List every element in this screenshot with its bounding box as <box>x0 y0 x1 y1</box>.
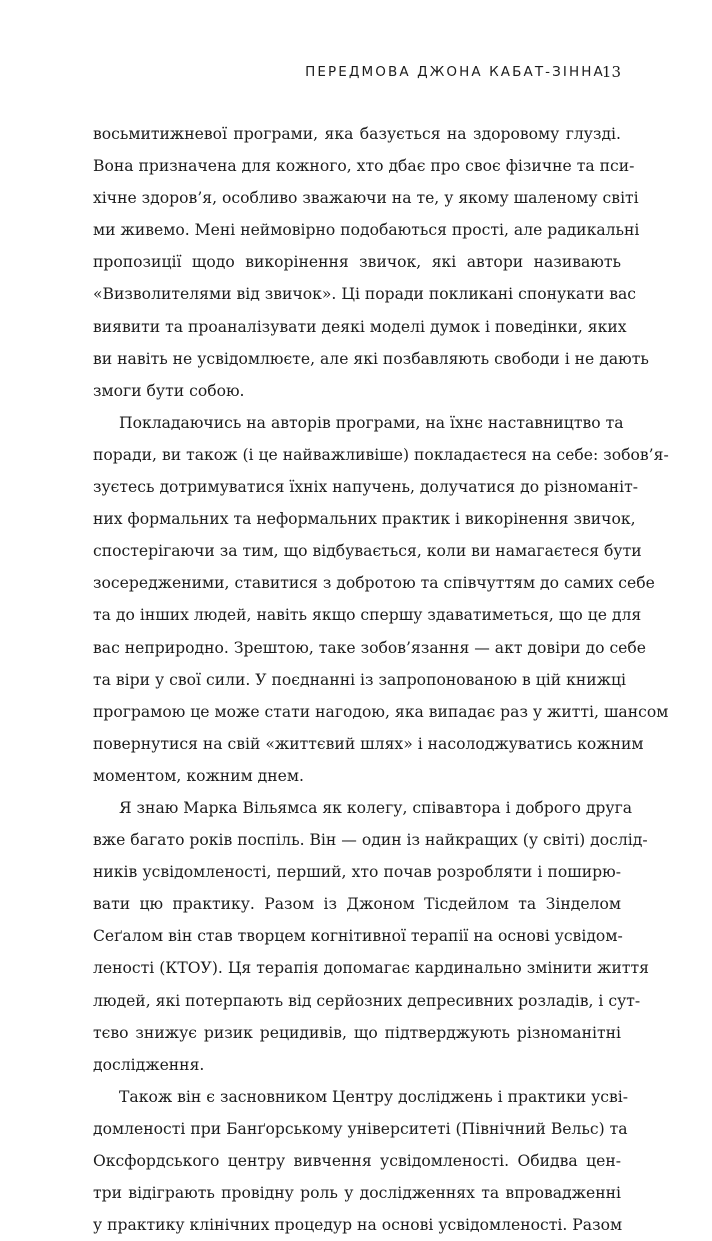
text-line: моментом, кожним днем. <box>93 766 304 785</box>
text-line: зуєтесь дотримуватися їхніх напучень, долучатися до різноманіт- <box>93 478 639 497</box>
text-line: Оксфордського центру вивчення усвідомленості. Обидва цен- <box>93 1152 621 1170</box>
text-line: тєво знижує ризик рецидивів, що підтверджують різноманітні <box>93 1023 621 1042</box>
text-line: ми живемо. Мені неймовірно подобаються прості, але радикальні <box>93 221 640 240</box>
text-line: зосередженими, ставитися з добротою та співчуттям до самих себе <box>93 574 655 593</box>
text-line: восьмитижневої програми, яка базується на здоровому глузді. <box>93 125 621 143</box>
text-line: ників усвідомленості, перший, хто почав розробляти і поширю- <box>93 863 621 882</box>
text-line: пропозиції щодо викорінення звичок, які автори називають <box>93 253 621 272</box>
text-line: три відіграють провідну роль у дослідженнях та впровадженні <box>93 1184 621 1203</box>
text-line: ви навіть не усвідомлюєте, але які позбавляють свободи і не дають <box>93 349 649 368</box>
text-line: Вона призначена для кожного, хто дбає про своє фізичне та пси- <box>93 157 635 176</box>
text-line: та віри у свої сили. У поєднанні із запропонованою в цій книжці <box>93 670 627 689</box>
text-line: поради, ви також (і це найважливіше) покладаєтеся на себе: зобов’я- <box>93 445 669 464</box>
text-line: «Визволителями від звичок». Ці поради покликані спонукати вас <box>93 285 637 304</box>
running-header <box>93 64 621 84</box>
paragraph <box>93 792 649 1081</box>
text-line: вас неприродно. Зрештою, таке зобов’язання — акт довіри до себе <box>93 638 647 657</box>
text-line: них формальних та неформальних практик і викорінення звичок, <box>93 510 636 529</box>
running-title: ПЕРЕДМОВА ДЖОНА КАБАТ-ЗІННА <box>305 64 605 80</box>
text-line: змоги бути собою. <box>93 381 245 400</box>
text-line: у практику клінічних процедур на основі усвідомленості. Разом <box>93 1216 623 1235</box>
text-line: Сеґалом він став творцем когнітивної терапії на основі усвідом- <box>93 927 623 946</box>
body-text <box>93 118 669 1241</box>
text-line: та до інших людей, навіть якщо спершу здаватиметься, що це для <box>93 606 642 625</box>
text-line: домленості при Банґорському університеті (Північний Вельс) та <box>93 1119 628 1138</box>
text-line: Також він є засновником Центру досліджень і практики усві- <box>119 1087 629 1106</box>
text-line: дослідження. <box>93 1055 205 1074</box>
text-line: хічне здоров’я, особливо зважаючи на те, у якому шаленому світі <box>93 189 639 208</box>
paragraph <box>93 118 649 407</box>
paragraph <box>93 1081 629 1241</box>
text-line: вже багато років поспіль. Він — один із найкращих (у світі) дослід- <box>93 831 648 850</box>
paragraph <box>93 407 669 792</box>
page-number: 13 <box>601 63 621 81</box>
text-line: виявити та проаналізувати деякі моделі думок і поведінки, яких <box>93 317 627 336</box>
text-line: програмою це може стати нагодою, яка випадає раз у житті, шансом <box>93 702 669 721</box>
text-line: Покладаючись на авторів програми, на їхнє наставництво та <box>119 413 624 432</box>
text-line: вати цю практику. Разом із Джоном Тісдейлом та Зінделом <box>93 895 621 914</box>
text-line: повернутися на свій «життєвий шлях» і насолоджуватись кожним <box>93 734 644 753</box>
text-line: Я знаю Марка Вільямса як колегу, співавтора і доброго друга <box>119 798 633 817</box>
text-line: людей, які потерпають від серйозних депресивних розладів, і сут- <box>93 991 641 1010</box>
text-line: спостерігаючи за тим, що відбувається, коли ви намагаєтеся бути <box>93 542 642 561</box>
text-line: леності (КТОУ). Ця терапія допомагає кардинально змінити життя <box>93 959 649 978</box>
